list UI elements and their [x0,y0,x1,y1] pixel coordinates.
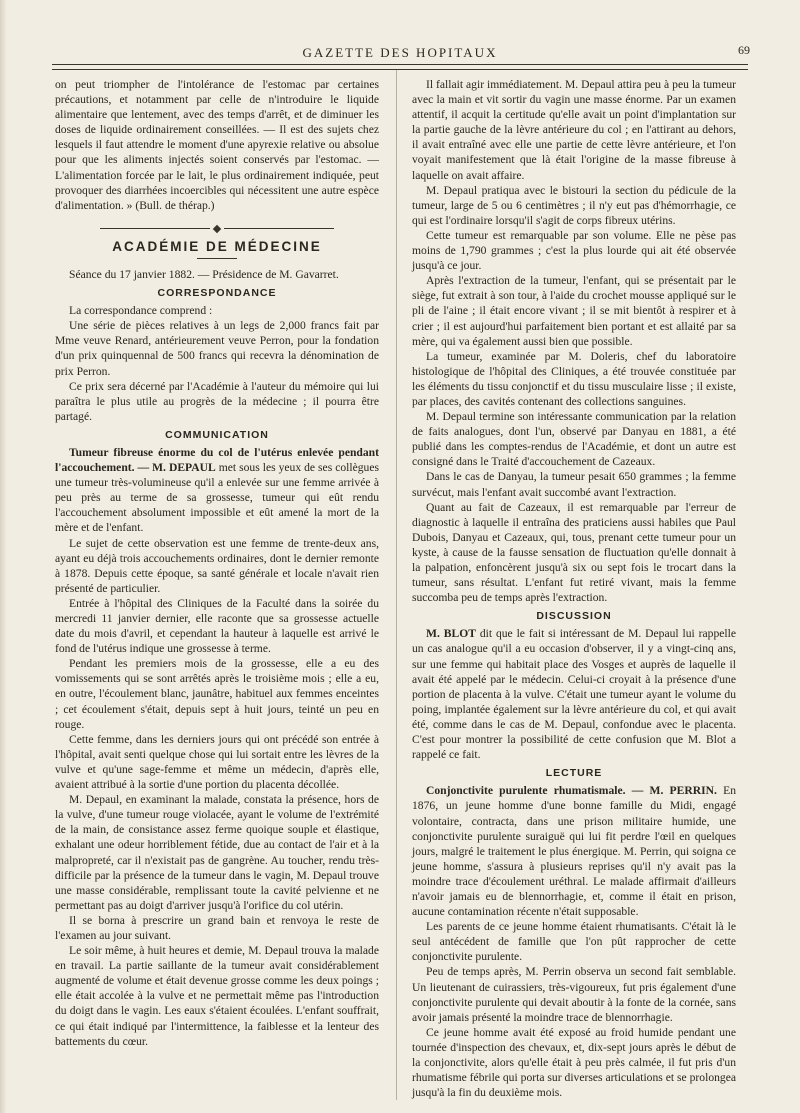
paragraph: Il fallait agir immédiatement. M. Depaul attira peu à peu la tumeur avec la main et vit sortir du vagin une masse énorme. Par un examen attentif, il acquit la certitude qu'elle avait un point d'implantation sur la partie gauche de la lèvre antérieure du col ; en l'attirant au dehors, il avait entraîné avec elle une partie de cette lèvre antérieure, et l'on voyait manifestement que là était l'origine de la masse fibreuse à laquelle on avait affaire. [412,78,736,182]
paragraph: M. Depaul termine son intéressante communication par la relation de faits analogues, dont l'un, observé par Danyau en 1881, a été publié dans les comptes-rendus de l'Académie, et dont un autre est consigné dans le Traité d'accouchement de Cazeaux. [412,410,736,469]
paragraph: Après l'extraction de la tumeur, l'enfant, qui se présentait par le siège, fut extrait à son tour, à l'aide du crochet mousse appliqué sur le pli de l'aine ; il était encore vivant ; il se mit bientôt à respirer et à crier ; il est aujourd'hui parfaitement bien portant et est allaité par sa mère, qui va également aussi bien que possible. [412,274,736,348]
subsection-title-lecture: LECTURE [545,767,603,780]
paragraph-text: dit que le fait si intéressant de M. Depaul lui rappelle un cas analogue qu'il a eu occasion d'observer, il y a vingt-cinq ans, sur une femme qui habitait place des Vosges et auprès de laquelle il avait été appelé par le médecin. Celui-ci croyait à la présence d'une portion de placenta à la vulve. C'était une tumeur ayant le volume du poing, implantée également sur la lèvre antérieure du col, et qui avait été, comme dans le cas de M. Depaul, confondue avec le placenta. C'est pour montrer la possibilité de cette confusion que M. Blot a rappelé ce fait. [412,627,736,762]
paragraph-text: met sous les yeux de ses collègues une tumeur très-volumineuse qu'il a enlevée sur une femme arrivée à peu près au terme de sa grossesse, tumeur qui eût rendu l'accouchement absolument impossible et eût amené la mort de la mère et de l'enfant. [55,461,379,535]
article-title: Conjonctivite purulente rhumatismale. [426,784,626,798]
section-ornament [55,221,379,231]
paragraph: Ce prix sera décerné par l'Académie à l'auteur du mémoire qui lui paraîtra le plus utile au progrès de la médecine ; il pourra être partagé. [55,379,379,423]
article-title: Tumeur fibreuse énorme du col de l'utérus enlevée pendant l'accouchement. [55,445,379,475]
paragraph: Cette tumeur est remarquable par son volume. Elle ne pèse pas moins de 1,790 grammes ; c'est la plus lourde qui ait été observée jusqu'à ce jour. [412,228,736,273]
paragraph: Dans le cas de Danyau, la tumeur pesait 650 grammes ; la femme survécut, mais l'enfant avait succombé avant l'extraction. [412,470,736,499]
author-name: M. BLOT [426,627,476,641]
page-binding-edge [0,0,6,1113]
right-column [412,77,736,1100]
subsection-title-discussion: DISCUSSION [536,610,612,623]
paragraph: Le soir même, à huit heures et demie, M. Depaul trouva la malade en travail. La partie saillante de la tumeur avait considérablement augmenté de volume et était devenue grosse comme les deux poings ; elle était accolée à la vulve et ne permettait même pas l'introduction du doigt dans le vagin. Les eaux s'étaient écoulées. L'enfant souffrait, ce qui était indiqué par l'intermittence, la faiblesse et la lenteur des battements du cœur. [55,944,379,1048]
paragraph [412,626,736,762]
paragraph-text: En 1876, un jeune homme d'une bonne famille du Midi, engagé volontaire, contracta, dans une prison militaire humide, une conjonctivite purulente suraiguë qui lui fit perdre l'œil en quelques jours, malgré le traitement le plus énergique. M. Perrin, qui soigna ce jeune homme, s'assura à plusieurs reprises qu'il n'y avait pas la moindre trace d'écoulement uréthral. Le malade affirmait d'ailleurs n'avoir jamais eu de blennorrhagie, et, comme il était en prison, aucune contamination récente n'était supposable. [412,784,736,919]
paragraph: La correspondance comprend : [69,304,213,318]
paragraph: Il se borna à prescrire un grand bain et renvoya le reste de l'examen au jour suivant. [55,913,379,942]
section-title-academie: ACADÉMIE DE MÉDECINE [112,238,322,254]
paragraph [412,783,736,919]
left-column [55,77,379,1049]
header-double-rule [52,64,748,70]
paragraph: Une série de pièces relatives à un legs de 2,000 francs fait par Mme veuve Renard, antérieurement veuve Perron, pour la fondation d'un prix quinquennal de 500 francs qui recevra la dénomination de prix Perron. [55,319,379,378]
paragraph: M. Depaul pratiqua avec le bistouri la section du pédicule de la tumeur, large de 5 ou 6 centimètres ; il n'y eut pas d'hémorrhagie, ce qui est l'ordinaire lorsqu'il s'agit de corps fibreux utérins. [412,183,736,227]
page-number: 69 [738,43,750,57]
paragraph: Ce jeune homme avait été exposé au froid humide pendant une tournée d'inspection des chevaux, et, dix-sept jours après le début de la conjonctivite, alors qu'elle était à peu près calmée, il fut pris d'un rhumatisme fébrile qui porta sur diverses articulations et se prolongea jusqu'à la fin du deuxième mois. [412,1025,736,1100]
short-rule [197,258,237,259]
paragraph: Peu de temps après, M. Perrin observa un second fait semblable. Un lieutenant de cuirassiers, très-vigoureux, fut pris également d'une conjonctivite purulente qui devait aboutir à la fonte de la cornée, sans avoir jamais présenté la moindre trace de blennorrhagie. [412,965,736,1024]
paragraph: Pendant les premiers mois de la grossesse, elle a eu des vomissements qui se sont arrêtés après le troisième mois ; elle a eu, en outre, l'écoulement blanc, jaunâtre, habituel aux femmes enceintes ; cet écoulement s'était, depuis sept à huit jours, teinté un peu en rouge. [55,657,379,731]
paragraph: M. Depaul, en examinant la malade, constata la présence, hors de la vulve, d'une tumeur rouge violacée, ayant le volume de l'extrémité de la main, de consistance assez ferme quoique souple et élastique, exhalant une odeur horriblement fétide, due au contact de l'air et à la malpropreté, car il n'existait pas de gangrène. Au toucher, rendu très-difficile par la présence de la tumeur dans le vagin, M. Depaul trouve une masse considérable, remplissant toute la cavité pelvienne et ne permettant pas au doigt d'arriver jusqu'à l'orifice du col utérin. [55,793,379,912]
paragraph: Cette femme, dans les derniers jours qui ont précédé son entrée à l'hôpital, avait senti quelque chose qui lui sortait entre les lèvres de la vulve et qu'une sage-femme et même un médecin, d'après elle, avaient attribué à la sortie d'une portion du placenta décollée. [55,732,379,792]
paragraph: on peut triompher de l'intolérance de l'estomac par certaines précautions, et notamment par celle de n'introduire le liquide alimentaire que lentement, avec des temps d'arrêt, et de diminuer les doses de liquide ordinairement conseillées. — Il est des sujets chez lesquels il faut attendre le moment d'une apyrexie relative ou absolue pour que les aliments injectés soient conservés par l'estomac. — L'alimentation forcée par le lait, le plus ordinairement indiquée, peut provoquer des diarrhées incoercibles qui nécessitent une autre espèce d'alimentation. » (Bull. de thérap.) [55,78,379,212]
paragraph: Les parents de ce jeune homme étaient rhumatisants. C'était là le seul antécédent de famille que l'on pût rapprocher de cette conjonctivite purulente. [412,920,736,964]
subsection-title-communication: COMMUNICATION [165,428,269,441]
paragraph: Entrée à l'hôpital des Cliniques de la Faculté dans la soirée du mercredi 11 janvier dernier, elle raconte que sa grossesse actuelle date du mois d'avril, et cependant la hauteur à laquelle est arrivé le fond de l'utérus indique une grossesse à terme. [55,596,379,656]
seance-line: Séance du 17 janvier 1882. — Présidence de M. Gavarret. [69,267,339,281]
paragraph: La tumeur, examinée par M. Doleris, chef du laboratoire histologique de l'hôpital des Cliniques, a été trouvée constituée par les éléments du tissu conjonctif et du tissu musculaire lisse ; il existe, par places, des cavités contenant des collections sanguines. [412,349,736,408]
paragraph: Le sujet de cette observation est une femme de trente-deux ans, ayant eu déjà trois accouchements ordinaires, dont le dernier remonte à 1878. Depuis cette époque, sa santé générale et locale n'avait rien présenté de particulier. [55,536,379,595]
author-name: — M. PERRIN. [631,784,717,798]
paragraph: Quant au fait de Cazeaux, il est remarquable par l'erreur de diagnostic à laquelle il entraîna des praticiens aussi habiles que Paul Dubois, Danyau et Cazeaux, qui, tous, prenant cette tumeur pour un kyste, à cause de la fausse sensation de fluctuation qu'elle donnait à la palpation, enfoncèrent jusqu'à six ou sept fois le trocart dans la tumeur, sans résultat. L'enfant fut retiré vivant, mais la femme succomba peu de temps après l'extraction. [412,500,736,605]
column-divider [396,70,397,1100]
subsection-title-correspondance: CORRESPONDANCE [157,287,277,300]
author-name: — M. DEPAUL [137,461,216,475]
paragraph [55,445,379,536]
running-title: GAZETTE DES HOPITAUX [302,45,498,60]
